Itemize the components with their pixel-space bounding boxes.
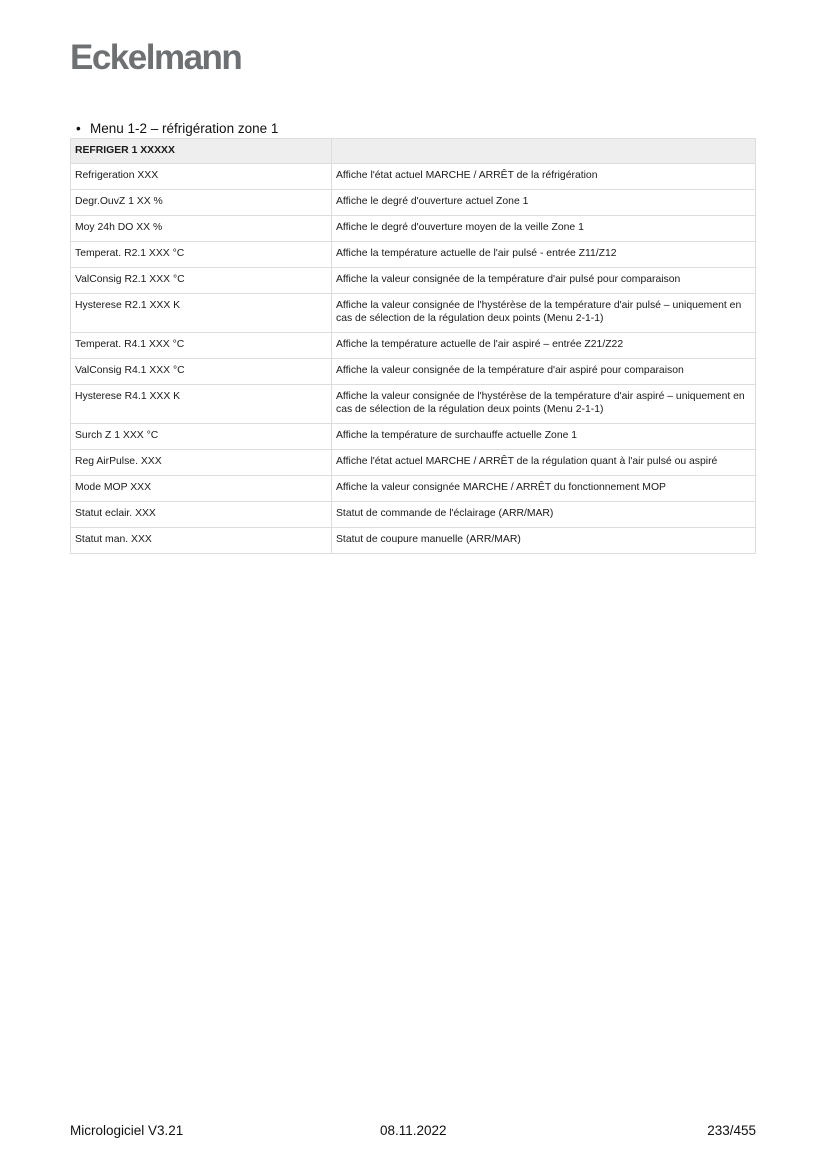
parameter-description: Affiche la température actuelle de l'air aspiré – entrée Z21/Z22 (332, 333, 756, 359)
bullet: • (76, 121, 81, 136)
parameter-name: Temperat. R4.1 XXX °C (71, 333, 332, 359)
parameter-name: Moy 24h DO XX % (71, 216, 332, 242)
parameter-name: Temperat. R2.1 XXX °C (71, 242, 332, 268)
table-row (71, 294, 756, 333)
parameter-description: Statut de commande de l'éclairage (ARR/MAR) (332, 502, 756, 528)
parameter-description: Affiche le degré d'ouverture moyen de la veille Zone 1 (332, 216, 756, 242)
parameter-description: Affiche le degré d'ouverture actuel Zone 1 (332, 190, 756, 216)
table-row (71, 190, 756, 216)
table-header-row (71, 139, 756, 164)
parameter-name: Statut eclair. XXX (71, 502, 332, 528)
parameter-name: ValConsig R4.1 XXX °C (71, 359, 332, 385)
table-row (71, 424, 756, 450)
parameter-description: Affiche la valeur consignée de l'hystérèse de la température d'air aspiré – uniquement en cas de sélection de la régulation deux points (Menu 2-1-1) (332, 385, 756, 424)
parameter-name: Statut man. XXX (71, 528, 332, 554)
parameter-description: Affiche la température de surchauffe actuelle Zone 1 (332, 424, 756, 450)
table-row (71, 216, 756, 242)
parameter-name: ValConsig R2.1 XXX °C (71, 268, 332, 294)
parameter-description: Affiche la valeur consignée de la température d'air aspiré pour comparaison (332, 359, 756, 385)
parameter-name: Reg AirPulse. XXX (71, 450, 332, 476)
parameter-name: Mode MOP XXX (71, 476, 332, 502)
parameter-name: Refrigeration XXX (71, 164, 332, 190)
parameter-table (70, 138, 756, 554)
table-row (71, 385, 756, 424)
footer-date: 08.11.2022 (380, 1123, 447, 1138)
parameter-description: Affiche l'état actuel MARCHE / ARRÊT de la réfrigération (332, 164, 756, 190)
parameter-description: Affiche la valeur consignée de l'hystérèse de la température d'air pulsé – uniquement en cas de sélection de la régulation deux points (Menu 2-1-1) (332, 294, 756, 333)
parameter-description: Affiche la valeur consignée de la température d'air pulsé pour comparaison (332, 268, 756, 294)
eckelmann-logo: Eckelmann (70, 38, 242, 77)
table-row (71, 476, 756, 502)
footer-software-version: Micrologiciel V3.21 (70, 1123, 184, 1138)
table-row (71, 450, 756, 476)
parameter-name: Hysterese R4.1 XXX K (71, 385, 332, 424)
table-row (71, 359, 756, 385)
parameter-description: Affiche la température actuelle de l'air pulsé - entrée Z11/Z12 (332, 242, 756, 268)
parameter-description: Affiche la valeur consignée MARCHE / ARRÊT du fonctionnement MOP (332, 476, 756, 502)
table-row (71, 333, 756, 359)
parameter-name: Degr.OuvZ 1 XX % (71, 190, 332, 216)
table-row (71, 268, 756, 294)
table-header-cell (332, 139, 756, 164)
parameter-description: Affiche l'état actuel MARCHE / ARRÊT de la régulation quant à l'air pulsé ou aspiré (332, 450, 756, 476)
table-row (71, 164, 756, 190)
parameter-name: Surch Z 1 XXX °C (71, 424, 332, 450)
parameter-name: Hysterese R2.1 XXX K (71, 294, 332, 333)
table-row (71, 528, 756, 554)
table-row (71, 502, 756, 528)
parameter-description: Statut de coupure manuelle (ARR/MAR) (332, 528, 756, 554)
table-row (71, 242, 756, 268)
section-title: Menu 1-2 – réfrigération zone 1 (90, 121, 279, 136)
section-heading (76, 121, 278, 137)
footer-page-number: 233/455 (707, 1123, 756, 1138)
table-header-cell: REFRIGER 1 XXXXX (71, 139, 332, 164)
